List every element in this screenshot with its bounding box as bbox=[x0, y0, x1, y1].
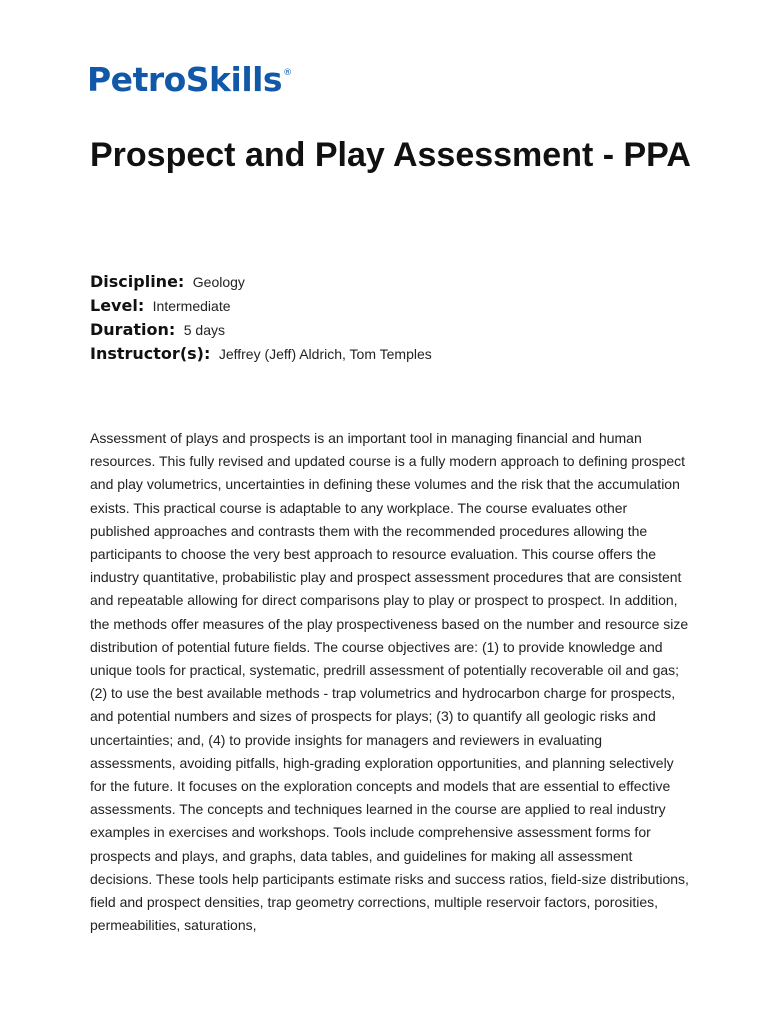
course-title: Prospect and Play Assessment - PPA bbox=[90, 136, 691, 174]
meta-label: Level: bbox=[90, 296, 145, 315]
registered-mark: ® bbox=[283, 68, 293, 78]
meta-level bbox=[90, 294, 690, 318]
meta-label: Discipline: bbox=[90, 272, 185, 291]
course-description: Assessment of plays and prospects is an important tool in managing financial and human resources. This fully revised and updated course is a fully modern approach to defining prospect and play volumetrics, uncertainties in defining these volumes and the risk that the accumulation exists. This practical course is adaptable to any workplace. The course evaluates other published approaches and contrasts them with the recommended procedures allowing the participants to choose the very best approach to resource evaluation. This course offers the industry quantitative, probabilistic play and prospect assessment procedures that are consistent and repeatable allowing for direct comparisons play to play or prospect to prospect. In addition, the methods offer measures of the play prospectiveness based on the number and resource size distribution of potential future fields. The course objectives are: (1) to provide knowledge and unique tools for practical, systematic, predrill assessment of potentially recoverable oil and gas; (2) to use the best available methods - trap volumetrics and hydrocarbon charge for prospects, and potential numbers and sizes of prospects for plays; (3) to quantify all geologic risks and uncertainties; and, (4) to provide insights for managers and reviewers in evaluating assessments, avoiding pitfalls, high-grading exploration opportunities, and planning selectively for the future. It focuses on the exploration concepts and models that are essential to effective assessments. The concepts and techniques learned in the course are applied to real industry examples in exercises and workshops. Tools include comprehensive assessment forms for prospects and plays, and graphs, data tables, and guidelines for making all assessment decisions. These tools help participants estimate risks and success ratios, field-size distributions, field and prospect densities, trap geometry corrections, multiple reservoir factors, porosities, permeabilities, saturations, bbox=[90, 430, 689, 934]
meta-label: Duration: bbox=[90, 320, 176, 339]
course-meta bbox=[90, 270, 690, 366]
meta-duration bbox=[90, 318, 690, 342]
meta-value: Intermediate bbox=[152, 298, 231, 314]
meta-value: Jeffrey (Jeff) Aldrich, Tom Temples bbox=[218, 346, 432, 362]
petroskills-logo bbox=[87, 60, 292, 104]
logo-wordmark: PetroSkills bbox=[87, 60, 283, 99]
meta-instructors bbox=[90, 342, 690, 366]
meta-discipline bbox=[90, 270, 690, 294]
meta-value: Geology bbox=[192, 274, 245, 290]
meta-label: Instructor(s): bbox=[90, 344, 211, 363]
meta-value: 5 days bbox=[183, 322, 225, 338]
